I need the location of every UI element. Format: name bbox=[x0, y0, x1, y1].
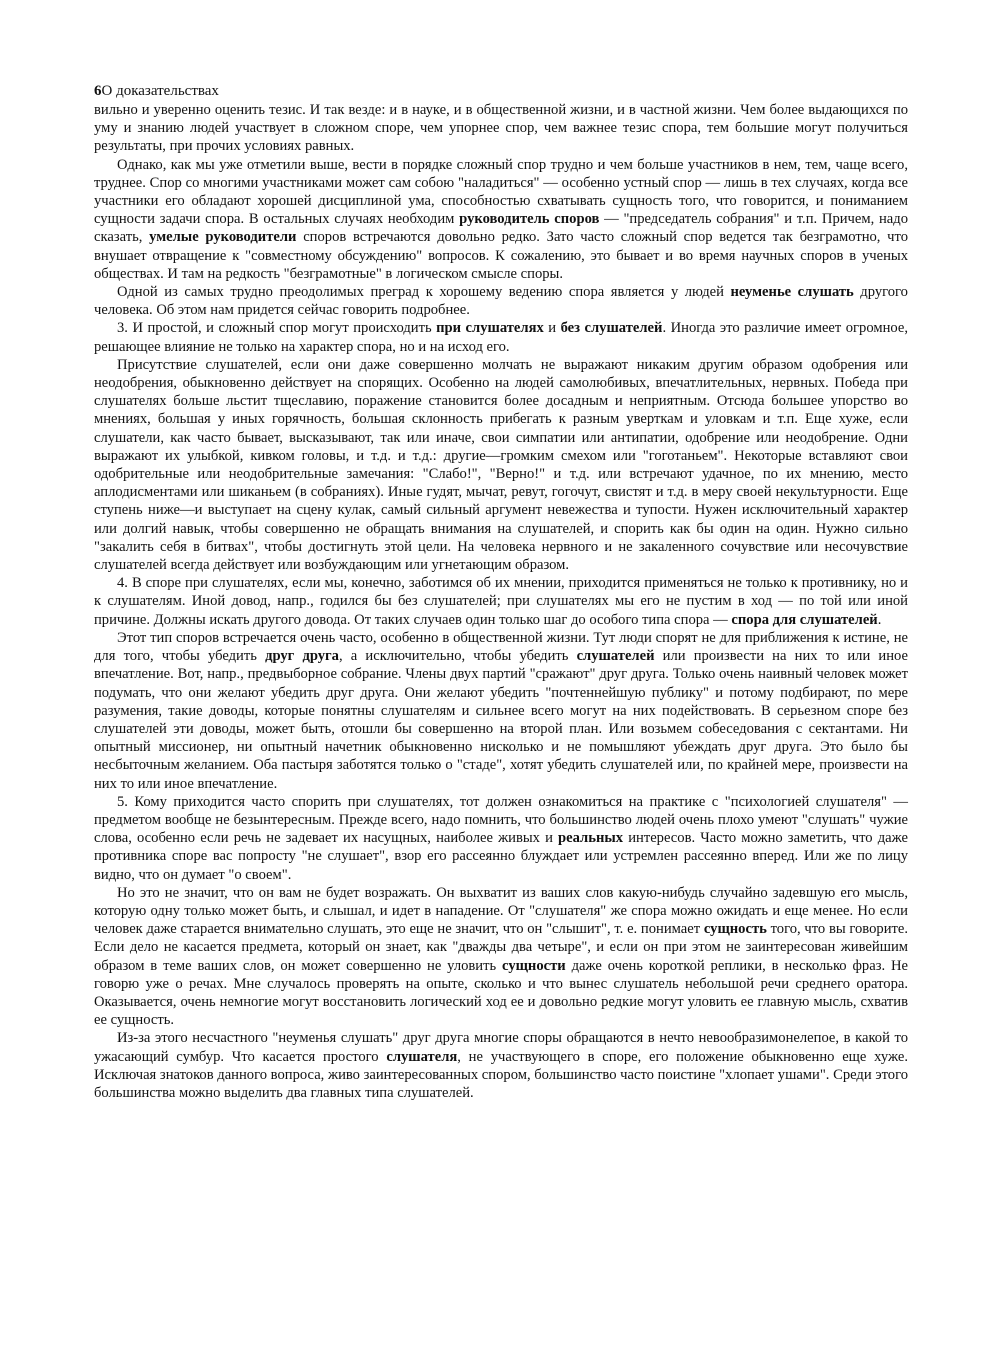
paragraph bbox=[94, 1029, 908, 1102]
text-run: интересов. Часто можно заметить, что даже противника споре вас попросту "не слушает", взор его рассеянно блуждает или устремлен рассеянно вперед. Или же по лицу видно, что он думает "о своем". bbox=[94, 830, 908, 883]
page-number: 6 bbox=[94, 83, 102, 99]
text-run: 5. Кому приходится часто спорить при слушателях, тот должен ознакомиться на практике с "психологией слушателя" — предметом вообще не безынтересным. Прежде всего, надо помнить, что большинство людей очень плохо умеют "слушать" чужие слова, особенно если речь не задевает их насущных, наиболее живых и bbox=[94, 793, 908, 847]
text-run: . bbox=[877, 611, 882, 628]
text-run: Одной из самых трудно преодолимых преград к хорошему ведению спора является у людей bbox=[117, 284, 731, 301]
bold-term: руководитель споров bbox=[459, 211, 600, 228]
text-run: другого человека. Об этом нам придется сейчас говорить подробнее. bbox=[94, 284, 908, 319]
paragraph bbox=[94, 884, 908, 1030]
text-run: Из-за этого несчастного "неуменья слушать" друг друга многие споры обращаются в нечто невообразимонелепое, в какой то ужасающий сумбур. Что касается простого bbox=[94, 1030, 908, 1065]
running-title: О доказательствах bbox=[101, 83, 219, 99]
bold-term: при слушателях bbox=[436, 320, 544, 337]
text-run: 3. И простой, и сложный спор могут происходить bbox=[117, 320, 437, 337]
body-text bbox=[94, 101, 908, 1102]
bold-term: друг друга bbox=[265, 648, 339, 665]
paragraph bbox=[94, 793, 908, 884]
text-run: — "председатель собрания" и т.п. Причем, надо сказать, bbox=[94, 211, 908, 246]
text-run: 4. В споре при слушателях, если мы, конечно, заботимся об их мнении, приходится применяться не только к противнику, но и к слушателям. Иной довод, напр., годился бы без слушателей; при слушателях мы его не пустим в ход — по той или иной причине. Должны искать другого довода. От таких случаев один только шаг до особого типа спора — bbox=[94, 575, 908, 628]
bold-term: реальных bbox=[558, 830, 624, 847]
text-run: , не участвующего в споре, его положение обыкновенно еще хуже. Исключая знатоков данного вопроса, живо заинтересованных спором, большинство часто поистине "хлопает ушами". Среди этого большинства можно выделить два главных типа слушателей. bbox=[94, 1048, 908, 1101]
text-run: Присутствие слушателей, если они даже совершенно молчать не выражают никаким другим образом одобрения или неодобрения, обыкновенно действует на спорящих. Особенно на людей самолюбивых, впечатлительных, нервных. Победа при слушателях больше льстит тщеславию, поражение становится более досадным и неприятным. Отсюда большее упорство во мнениях, большая у иных горячность, большая склонность прибегать к разным уверткам и уловкам и т.п. Еще хуже, если слушатели, как часто бывает, высказывают, так или иначе, свои симпатии или антипатии, одобрение или неодобрение. Одни выражают их улыбкой, кивком головы, и т.д. и т.д.: другие—громким смехом или "гоготаньем". Некоторые вставляют свои одобрительные или неодобрительные замечания: "Слабо!", "Верно!" и т.д. или встречают удачное, по их мнению, место аплодисментами или шиканьем (в собраниях). Иные гудят, мычат, ревут, гогочут, свистят и т.д. в меру своей некультурности. Еще ступень ниже—и выступает на сцену кулак, самый сильный аргумент невежества и тупости. Нужен исключительный характер или долгий навык, чтобы совершенно не обращать внимания на слушателей, и спорить как бы один на один. Нужно сильно "закалить себя в битвах", чтобы достигнуть этой цели. На человека нервного и не закаленного сочувствие или несочувствие слушателей всегда действует или возбуждающим или угнетающим образом. bbox=[94, 356, 908, 574]
paragraph bbox=[94, 629, 908, 793]
paragraph bbox=[94, 156, 908, 283]
paragraph bbox=[94, 356, 908, 574]
text-run: и bbox=[543, 320, 561, 337]
text-run: споров встречаются довольно редко. Зато часто сложный спор ведется так безграмотно, что внушает отвращение к "совместному обсуждению" вопросов. К сожалению, это бывает и во время научных споров в ученых обществах. И там на редкость "безграмотные" в логическом смысле споры. bbox=[94, 229, 908, 282]
text-run: Но это не значит, что он вам не будет возражать. Он выхватит из ваших слов какую-нибудь случайно задевшую его мысль, которую одну только может быть, и слышал, и идет в нападение. От "слушателя" же спора можно ожидать и еще менее. Но если человек даже старается внимательно слушать, это еще не значит, что он "слышит", т. е. понимает bbox=[94, 884, 908, 938]
text-run: того, что вы говорите. Если дело не касается предмета, который он знает, как "дважды два четыре", и если он при этом не заинтересован живейшим образом в теме ваших слов, он может совершенно не уловить bbox=[94, 921, 909, 974]
document-page bbox=[94, 82, 908, 1102]
bold-term: неуменье слушать bbox=[730, 284, 854, 301]
text-run: Однако, как мы уже отметили выше, вести в порядке сложный спор трудно и чем больше участников в нем, тем, чаще всего, труднее. Спор со многими участниками может сам собою "наладиться" — особенно устный спор — лишь в тех случаях, когда все участники его обладают хорошей дисциплиной ума, способностью схватывать сущность того, что говорится, и пониманием сущности задачи спора. В остальных случаях необходим bbox=[94, 156, 908, 228]
text-run: вильно и уверенно оценить тезис. И так везде: и в науке, и в общественной жизни, и в частной жизни. Чем более выдающихся по уму и знанию людей участвует в сложном споре, чем упорнее спор, чем важнее тезис спора, тем большие могут получиться результаты, при прочих условиях равных. bbox=[94, 102, 908, 155]
text-run: или произвести на них то или иное впечатление. Вот, напр., предвыборное собрание. Члены двух партий "сражают" друг друга. Только очень наивный человек может подумать, что они желают убедить друг друга. Они желают убедить "почтеннейшую публику" и потому подбирают, по мере разумения, такие доводы, которые понятны слушателям и сильнее всего могут на них подействовать. В серьезном споре без слушателей эти доводы, может быть, отошли бы совершенно на второй план. Или возьмем собеседования с сектантами. Ни опытный миссионер, ни опытный начетник обыкновенно нисколько и не помышляют убеждать друг друга. Это было бы несбыточным желанием. Оба пастыря заботятся только о "стаде", хотят убедить слушателей или, по крайней мере, произвести на них то или иное впечатление. bbox=[94, 648, 908, 792]
bold-term: слушателей bbox=[576, 648, 655, 665]
bold-term: без слушателей bbox=[560, 320, 663, 337]
paragraph bbox=[94, 574, 908, 629]
text-run: , а исключительно, чтобы убедить bbox=[338, 648, 577, 665]
bold-term: слушателя bbox=[386, 1048, 458, 1065]
bold-term: спора для слушателей bbox=[731, 611, 878, 628]
bold-term: сущность bbox=[703, 921, 767, 938]
text-run: Этот тип споров встречается очень часто, особенно в общественной жизни. Тут люди спорят не для приближения к истине, не для того, чтобы убедить bbox=[94, 629, 908, 665]
paragraph bbox=[94, 101, 908, 156]
bold-term: умелые руководители bbox=[149, 229, 297, 246]
paragraph bbox=[94, 319, 908, 355]
paragraph bbox=[94, 283, 908, 319]
bold-term: сущности bbox=[502, 957, 566, 974]
text-run: . Иногда это различие имеет огромное, решающее влияние не только на характер спора, но и на исход его. bbox=[94, 320, 909, 355]
text-run: даже очень короткой реплики, в несколько фраз. Не говорю уже о речах. Мне случалось проверять на опыте, сколько и что вынес слушатель небольшой речи среднего оратора. Оказывается, очень немногие могут восстановить логический ход ее и довольно редкие могут уловить ее главную мысль, схватив ее сущность. bbox=[94, 957, 908, 1029]
running-header bbox=[94, 82, 908, 100]
